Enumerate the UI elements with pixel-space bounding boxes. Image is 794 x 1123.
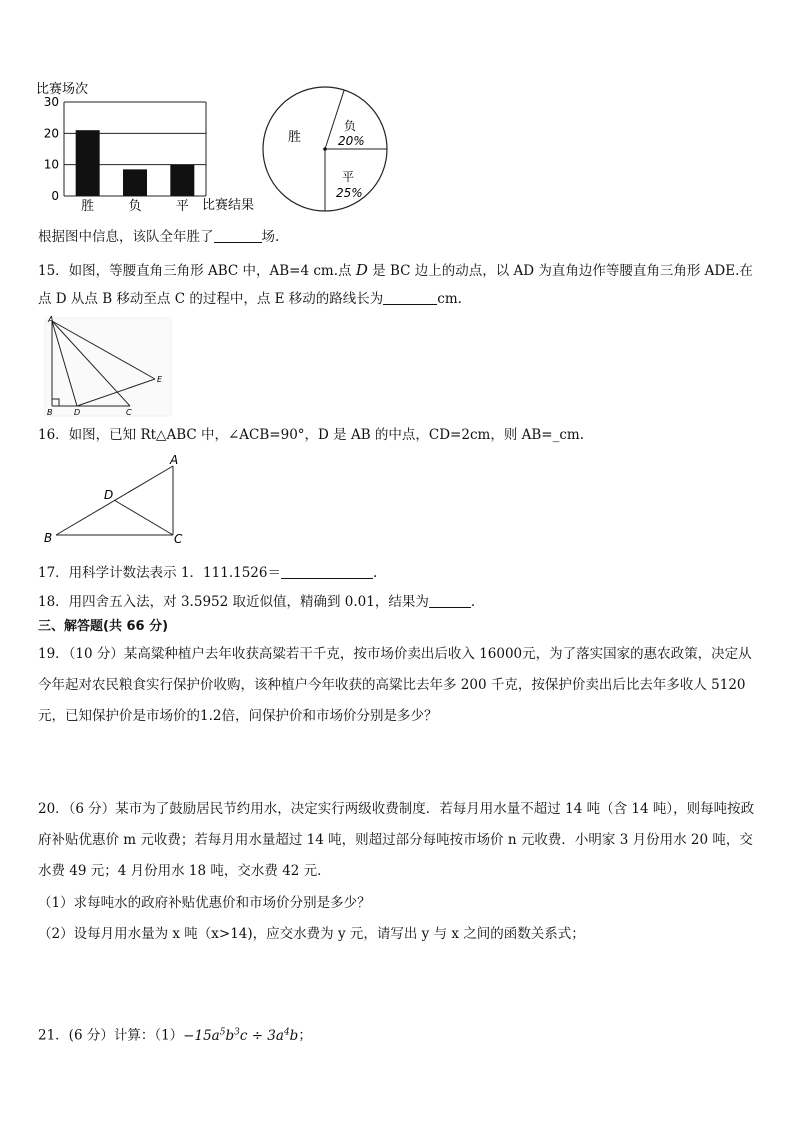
q21-term-d: b — [289, 1027, 299, 1044]
q19-line3 — [38, 703, 760, 729]
q16-label-d: D — [104, 488, 114, 502]
pie-percent-draw: 25% — [336, 186, 363, 200]
q15-text-a: 15．如图，等腰直角三角形 ABC 中，AB=4 cm.点 — [38, 263, 356, 279]
bar-y-tick-label: 0 — [51, 189, 59, 203]
pie-chart — [258, 82, 392, 216]
pie-label-win: 胜 — [288, 130, 302, 145]
q15-label-c: C — [126, 408, 132, 417]
q21-exp-a: 5 — [219, 1027, 226, 1037]
q19-text-3: 元，已知保护价是市场价的1.2倍，问保护价和市场价分别是多少？ — [38, 708, 438, 724]
q20-sub2-text: （2）设每月用水量为 x 吨（x>14)，应交水费为 y 元，请写出 y 与 x 之间的函数关系式； — [38, 926, 585, 942]
section-title — [38, 614, 760, 640]
q20-sub1-text: （1）求每吨水的政府补贴优惠价和市场价分别是多少？ — [38, 895, 371, 911]
q21-question — [38, 1019, 760, 1049]
q18-text-end: . — [470, 594, 476, 610]
q16-question — [38, 422, 760, 448]
q16-label-b: B — [44, 531, 53, 545]
q14-question — [38, 224, 760, 250]
q21-exp-c: 4 — [283, 1027, 290, 1037]
q21-term-a: −15a — [183, 1027, 220, 1044]
pie-chart-slices — [263, 87, 387, 211]
bar-x-tick-label: 平 — [175, 199, 189, 214]
q21-text: 21．(6 分）计算：（1） — [38, 1027, 184, 1044]
q15-point-d: D — [355, 261, 368, 279]
q20-line1 — [38, 796, 760, 822]
q17-question — [38, 560, 760, 586]
bar-x-tick-label: 负 — [128, 199, 142, 214]
q19-text-2: 今年起对农民粮食实行保护价收购，该种植户今年收获的高粱比去年多 200 千克，按保护价卖出后比去年多收人 5120 — [38, 677, 746, 693]
q19-line1 — [38, 641, 760, 667]
q20-sub2 — [38, 921, 760, 947]
q14-answer-blank[interactable] — [214, 228, 262, 243]
bar-chart-xlabel: 比赛结果 — [202, 198, 255, 213]
q20-sub1 — [38, 890, 760, 916]
q15-line1 — [38, 257, 760, 284]
pie-center-dot — [323, 147, 327, 151]
q15-label-b: B — [47, 408, 53, 417]
pie-label-draw: 平 — [342, 170, 355, 184]
q16-text: 16．如图，已知 Rt△ABC 中，∠ACB=90°，D 是 AB 的中点，CD=2cm，则 AB=_cm. — [38, 427, 584, 443]
q15-text-c: 点 D 从点 B 移动至点 C 的过程中，点 E 移动的路线长为 — [38, 291, 384, 307]
bar-y-tick-label: 20 — [43, 126, 59, 141]
q21-term-c: c ÷ 3a — [239, 1027, 284, 1044]
q15-label-d: D — [74, 408, 81, 417]
bar-chart-ylabel: 比赛场次 — [36, 82, 89, 97]
pie-percent-lose: 20% — [338, 134, 365, 148]
q17-text-end: . — [372, 565, 378, 581]
q15-answer-blank[interactable] — [383, 290, 437, 305]
q16-figure — [40, 452, 190, 548]
bar-y-tick-label: 10 — [43, 157, 59, 172]
q15-text-d: cm. — [437, 291, 462, 307]
q21-term-b: b — [225, 1027, 235, 1044]
bar-y-tick-label: 30 — [43, 95, 59, 109]
bar-chart — [30, 78, 270, 218]
section-title-text: 三、解答题(共 66 分) — [38, 619, 169, 634]
q19-line2 — [38, 672, 760, 698]
q20-line2 — [38, 827, 760, 853]
q18-answer-blank[interactable] — [429, 593, 471, 608]
q17-answer-blank[interactable] — [281, 564, 373, 579]
q15-figure — [42, 316, 174, 418]
bar-chart-bars — [76, 130, 195, 214]
q20-text-3: 水费 49 元；4 月份用水 18 吨，交水费 42 元． — [38, 863, 331, 879]
q18-text: 18．用四舍五入法，对 3.5952 取近似值，精确到 0.01，结果为 — [38, 594, 429, 610]
q15-line2 — [38, 286, 760, 312]
q15-text-b: 是 BC 边上的动点，以 AD 为直角边作等腰直角三角形 ADE.在 — [367, 263, 753, 279]
pie-label-lose: 负 — [344, 119, 357, 133]
q20-text-1: 20．（6 分）某市为了鼓励居民节约用水，决定实行两级收费制度．若每月用水量不超过 14 吨（含 14 吨），则每吨按政 — [38, 801, 755, 817]
q21-expression — [183, 1028, 298, 1044]
q15-label-e: E — [157, 375, 163, 384]
q21-tail: ； — [298, 1027, 312, 1044]
q14-text-end: 场. — [261, 229, 280, 245]
q15-label-a: A — [48, 316, 54, 324]
q18-question — [38, 589, 760, 615]
q20-line3 — [38, 858, 760, 884]
bar — [170, 165, 194, 196]
bar-x-tick-label: 胜 — [81, 199, 95, 214]
bar — [76, 130, 100, 196]
q16-label-a: A — [170, 453, 179, 467]
q14-text: 根据图中信息，该队全年胜了 — [38, 229, 214, 245]
q17-text: 17．用科学计数法表示 1．111.1526＝ — [38, 565, 281, 581]
q19-text-1: 19．（10 分）某高粱种植户去年收获高粱若干千克，按市场价卖出后收入 16000元，为了落实国家的惠农政策，决定从 — [38, 646, 752, 662]
q21-exp-b: 3 — [234, 1027, 240, 1037]
bar — [123, 169, 147, 196]
q20-text-2: 府补贴优惠价 m 元收费；若每月用水量超过 14 吨，则超过部分每吨按市场价 n 元收费．小明家 3 月份用水 20 吨，交 — [38, 832, 753, 848]
q16-label-c: C — [174, 532, 183, 546]
